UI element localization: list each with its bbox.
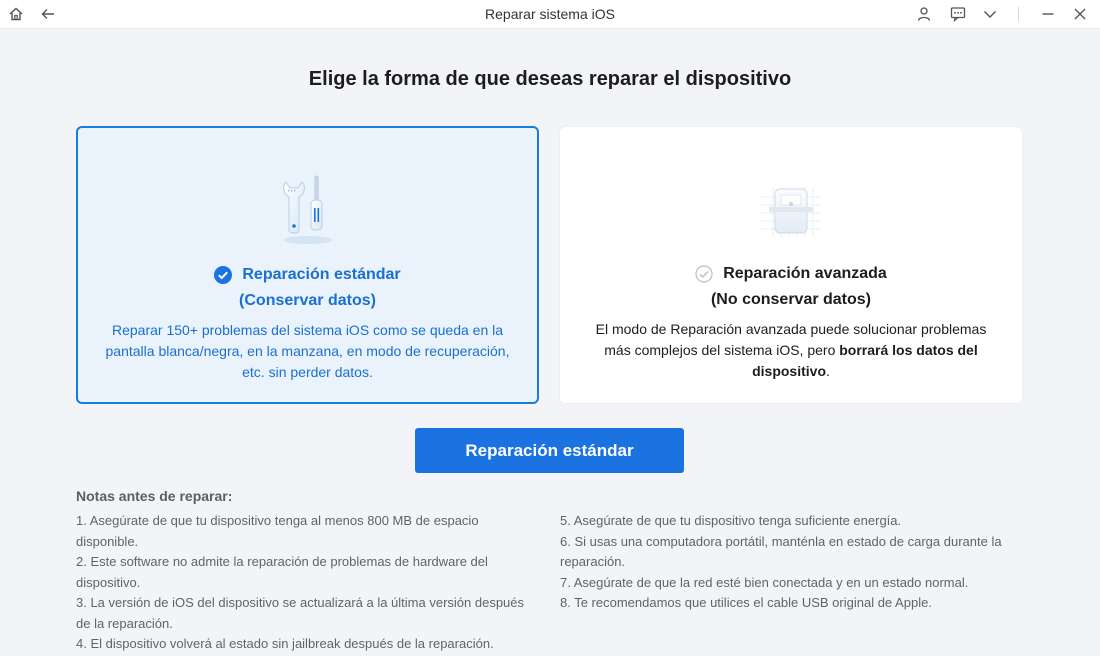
notes-left-column [76, 511, 536, 655]
feedback-icon[interactable] [948, 4, 968, 24]
advanced-repair-subtitle: (No conservar datos) [710, 291, 872, 308]
start-repair-button[interactable]: Reparación estándar [415, 428, 684, 473]
note-item: 3. La versión de iOS del dispositivo se actualizará a la última versión después de la reparación. [76, 595, 525, 631]
note-item: 1. Asegúrate de que tu dispositivo tenga al menos 800 MB de espacio disponible. [76, 513, 479, 549]
note-item: 7. Asegúrate de que la red esté bien conectada y en un estado normal. [560, 574, 969, 590]
standard-repair-title-text: Reparación estándar [242, 266, 401, 283]
standard-repair-title [78, 263, 537, 287]
tools-icon [268, 172, 348, 252]
advanced-repair-title-text: Reparación avanzada [723, 265, 887, 282]
advanced-desc-warning: borrará los datos del dispositivo [752, 342, 978, 379]
advanced-desc-suffix: . [826, 363, 830, 379]
titlebar-separator [1018, 7, 1019, 21]
close-icon[interactable] [1070, 4, 1090, 24]
check-circle-outline-icon [695, 265, 713, 283]
note-item: 2. Este software no admite la reparación de problemas de hardware del dispositivo. [76, 554, 488, 590]
advanced-repair-card[interactable] [559, 126, 1023, 404]
check-circle-icon [214, 266, 232, 284]
standard-repair-description: Reparar 150+ problemas del sistema iOS como se queda en la pantalla blanca/negra, en la manzana, en modo de recuperación, etc. sin perder datos. [105, 322, 510, 380]
note-item: 8. Te recomendamos que utilices el cable USB original de Apple. [560, 595, 932, 610]
device-repair-icon [751, 171, 831, 251]
user-icon[interactable] [914, 4, 934, 24]
standard-repair-card[interactable] [76, 126, 539, 404]
chevron-down-icon[interactable] [980, 4, 1000, 24]
note-item: 6. Si usas una computadora portátil, manténla en estado de carga durante la reparación. [560, 533, 1002, 569]
advanced-desc-prefix: El modo de Reparación avanzada puede solucionar problemas más complejos del sistema iOS, pero [595, 321, 987, 358]
window-title: Reparar sistema iOS [485, 6, 615, 22]
note-item: 4. El dispositivo volverá al estado sin jailbreak después de la reparación. [76, 636, 494, 651]
note-item: 5. Asegúrate de que tu dispositivo tenga suficiente energía. [560, 513, 902, 528]
page-heading: Elige la forma de que deseas reparar el dispositivo [308, 68, 792, 90]
advanced-repair-title [560, 262, 1022, 286]
advanced-repair-description [584, 319, 998, 382]
home-icon[interactable] [6, 4, 26, 24]
notes-title: Notas antes de reparar: [76, 488, 233, 504]
back-arrow-icon[interactable] [38, 4, 58, 24]
notes-right-column [560, 511, 1030, 614]
standard-repair-subtitle: (Conservar datos) [239, 292, 376, 309]
title-bar [0, 0, 1100, 29]
minimize-icon[interactable] [1038, 4, 1058, 24]
